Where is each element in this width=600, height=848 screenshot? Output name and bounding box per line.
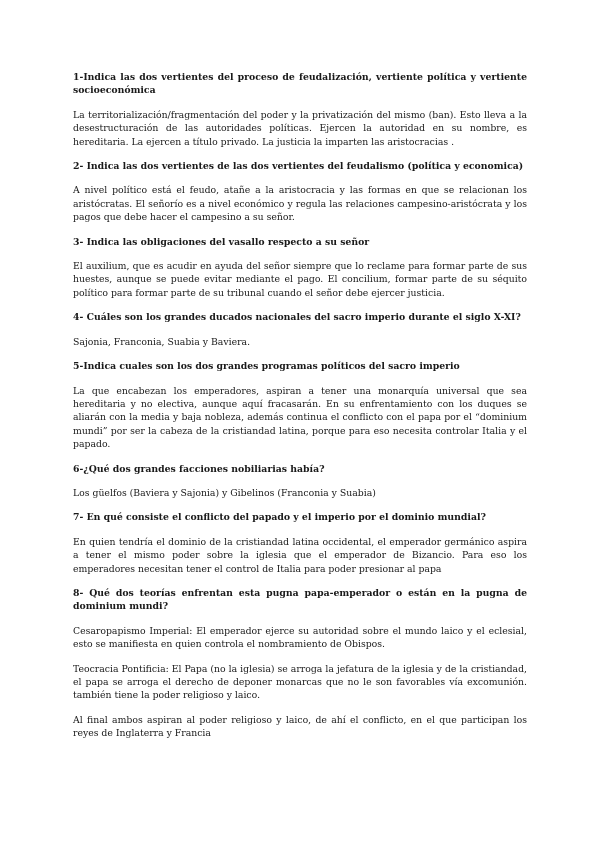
answer-8-teocracia: Teocracia Pontificia: El Papa (no la iglesia) se arroga la jefatura de la iglesia y de la cristiandad, el papa se arroga el derecho de deponer monarcas que no le son favorables vía excomunión. también tiene la poder religioso y laico. [73, 663, 527, 702]
question-3: 3- Indica las obligaciones del vasallo respecto a su señor [73, 236, 370, 248]
question-1: 1-Indica las dos vertientes del proceso de feudalización, vertiente política y vertiente socioeconómica [73, 72, 527, 97]
question-2: 2- Indica las dos vertientes de las dos vertientes del feudalismo (política y economica) [73, 161, 524, 173]
question-5: 5-Indica cuales son los dos grandes programas políticos del sacro imperio [73, 361, 460, 373]
answer-5: La que encabezan los emperadores, aspiran a tener una monarquía universal que sea hereditaria y no electiva, aunque aquí fracasarán. En su enfrentamiento con los duques se aliarán con la media y baja nobleza, además continua el conflicto con el papa por el “dominium mundi” por ser la cabeza de la cristiandad latina, porque para eso necesita controlar Italia y el papado. [73, 385, 527, 451]
question-6: 6-¿Qué dos grandes facciones nobiliarias había? [73, 463, 325, 475]
answer-1: La territorialización/fragmentación del poder y la privatización del mismo (ban). Esto lleva a la desestructuración de las autoridades políticas. Ejercen la autoridad en su nombre, es hereditaria. La ejercen a título privado. La justicia la imparten las aristocracias . [73, 109, 527, 148]
answer-8-conclusion: Al final ambos aspiran al poder religioso y laico, de ahí el conflicto, en el que participan los reyes de Inglaterra y Francia [73, 714, 527, 740]
document-page [73, 71, 527, 741]
question-8: 8- Qué dos teorías enfrentan esta pugna papa-emperador o están en la pugna de dominium mundi? [73, 587, 527, 613]
answer-3: El auxilium, que es acudir en ayuda del señor siempre que lo reclame para formar parte de sus huestes, aunque se puede evitar mediante el pago. El concilium, formar parte de su séquito político para formar parte de su tribunal cuando el señor debe ejercer justicia. [73, 261, 527, 299]
answer-6: Los güelfos (Baviera y Sajonia) y Gibelinos (Franconia y Suabia) [73, 487, 376, 499]
question-4: 4- Cuáles son los grandes ducados nacionales del sacro imperio durante el siglo X-XI? [73, 312, 521, 324]
answer-4: Sajonia, Franconia, Suabia y Baviera. [73, 336, 251, 348]
answer-8-cesaropapismo: Cesaropapismo Imperial: El emperador ejerce su autoridad sobre el mundo laico y el eclesial, esto se manifiesta en quien controla el nombramiento de Obispos. [73, 625, 527, 651]
answer-2: A nivel político está el feudo, atañe a la aristocracia y las formas en que se relacionan los aristócratas. El señorío es a nivel económico y regula las relaciones campesino-aristócrata y los pagos que debe hacer el campesino a su señor. [73, 185, 527, 224]
answer-7: En quien tendría el dominio de la cristiandad latina occidental, el emperador germánico aspira a tener el mismo poder sobre la iglesia que el emperador de Bizancio. Para eso los emperadores necesitan tener el control de Italia para poder presionar al papa [73, 536, 527, 575]
question-7: 7- En qué consiste el conflicto del papado y el imperio por el dominio mundial? [73, 512, 486, 524]
